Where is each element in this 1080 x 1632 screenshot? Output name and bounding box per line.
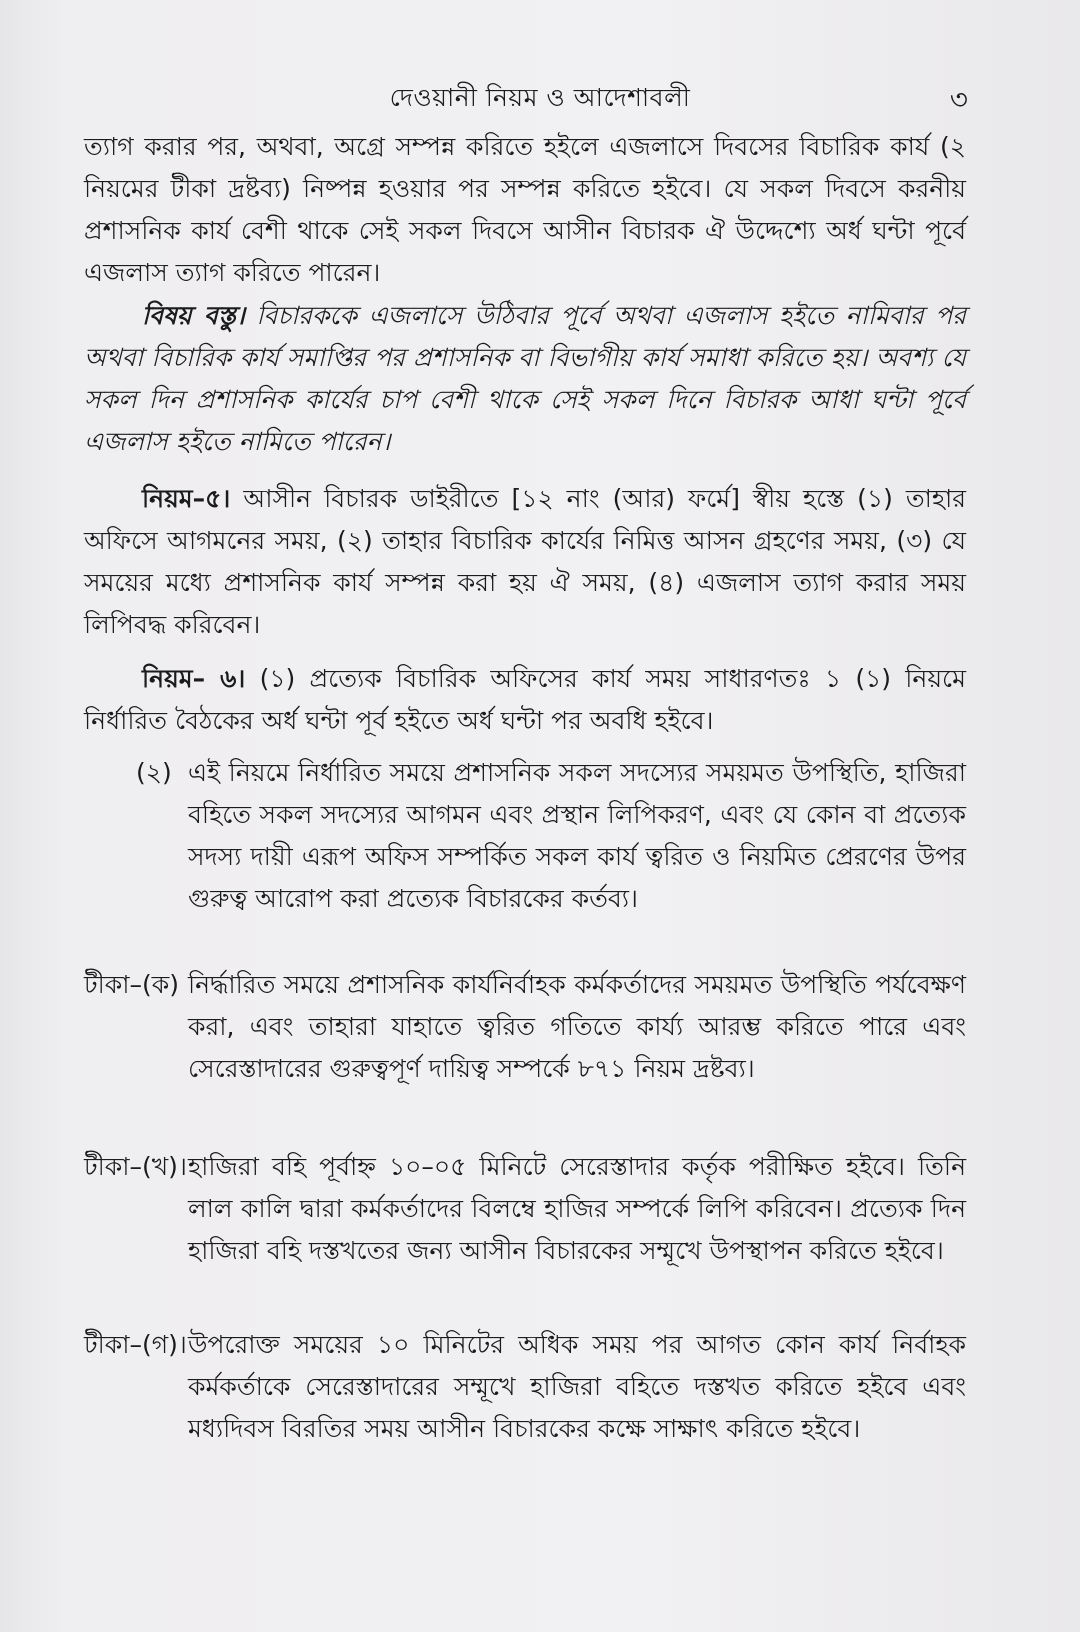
note-kha-block: [84, 1146, 966, 1272]
page-header: [0, 78, 1080, 118]
note-ga-text: উপরোক্ত সময়ের ১০ মিনিটের অধিক সময় পর আগত কোন কার্য নির্বাহক কর্মকর্তাকে সেরেস্তাদারের সম্মূখে হাজিরা বহিতে দস্তখত করিতে হইবে এবং মধ্যদিবস বিরতির সময় আসীন বিচারকের কক্ষে সাক্ষাৎ করিতে হইবে।: [188, 1330, 966, 1443]
rule-6-sub-2-block: [84, 752, 966, 920]
note-ga: [84, 1324, 966, 1450]
intro-paragraph-block: [84, 126, 966, 294]
note-ga-label: টীকা–(গ)।: [84, 1330, 187, 1359]
subject-matter-label: বিষয় বস্তু।: [142, 301, 245, 330]
rule-6-label: নিয়ম– ৬।: [142, 664, 246, 693]
rule-5-text: আসীন বিচারক ডাইরীতে [১২ নাং (আর) ফর্মে] স্বীয় হস্তে (১) তাহার অফিসে আগমনের সময়, (২) তাহার বিচারিক কার্যের নিমিত্ত আসন গ্রহণের সময়, (৩) যে সময়ের মধ্যে প্রশাসনিক কার্য সম্পন্ন করা হয় ঐ সময়, (৪) এজলাস ত্যাগ করার সময় লিপিবদ্ধ করিবেন।: [84, 484, 966, 639]
rule-6-sub-2-text: এই নিয়মে নির্ধারিত সময়ে প্রশাসনিক সকল সদস্যের সময়মত উপস্থিতি, হাজিরা বহিতে সকল সদস্যের আগমন এবং প্রস্থান লিপিকরণ, এবং যে কোন বা প্রত্যেক সদস্য দায়ী এরূপ অফিস সম্পর্কিত সকল কার্য ত্বরিত ও নিয়মিত প্রেরণের উপর গুরুত্ব আরোপ করা প্রত্যেক বিচারকের কর্তব্য।: [188, 758, 966, 913]
note-ka: [84, 964, 966, 1090]
note-ka-text: নির্দ্ধারিত সময়ে প্রশাসনিক কার্যনির্বাহক কর্মকর্তাদের সময়মত উপস্থিতি পর্যবেক্ষণ করা, এবং তাহারা যাহাতে ত্বরিত গতিতে কার্য্য আরম্ভ করিতে পারে এবং সেরেস্তাদারের গুরুত্বপূর্ণ দায়িত্ব সম্পর্কে ৮৭১ নিয়ম দ্রষ্টব্য।: [188, 970, 966, 1083]
note-kha: [84, 1146, 966, 1272]
subject-matter-paragraph: [84, 295, 966, 463]
note-kha-label: টীকা–(খ)।: [84, 1152, 187, 1181]
rule-6-paragraph: [84, 658, 966, 742]
rule-6-text: (১) প্রত্যেক বিচারিক অফিসের কার্য সময় সাধারণতঃ ১ (১) নিয়মে নির্ধারিত বৈঠকের অর্ধ ঘন্টা পূর্ব হইতে অর্ধ ঘন্টা পর অবধি হইবে।: [84, 664, 966, 735]
subject-matter-text: বিচারককে এজলাসে উঠিবার পূর্বে অথবা এজলাস হইতে নামিবার পর অথবা বিচারিক কার্য সমাপ্তির পর প্রশাসনিক বা বিভাগীয় কার্য সমাধা করিতে হয়। অবশ্য যে সকল দিন প্রশাসনিক কার্যের চাপ বেশী থাকে সেই সকল দিনে বিচারক আধা ঘন্টা পূর্বে এজলাস হইতে নামিতে পারেন।: [84, 301, 966, 456]
note-ka-label: টীকা–(ক): [84, 970, 180, 999]
note-ka-block: [84, 964, 966, 1090]
rule-6-sub-2-label: (২): [136, 758, 172, 787]
intro-paragraph: ত্যাগ করার পর, অথবা, অগ্রে সম্পন্ন করিতে হইলে এজলাসে দিবসের বিচারিক কার্য (২ নিয়মের টীকা দ্রষ্টব্য) নিষ্পন্ন হওয়ার পর সম্পন্ন করিতে হইবে। যে সকল দিবসে করনীয় প্রশাসনিক কার্য বেশী থাকে সেই সকল দিবসে আসীন বিচারক ঐ উদ্দেশ্যে অর্ধ ঘন্টা পূর্বে এজলাস ত্যাগ করিতে পারেন।: [84, 132, 966, 287]
rule-6-sub-2: [84, 752, 966, 920]
rule-6-block: [84, 658, 966, 742]
page-number: ৩: [949, 83, 968, 116]
note-kha-text: হাজিরা বহি পূর্বাহ্ন ১০–০৫ মিনিটে সেরেস্তাদার কর্তৃক পরীক্ষিত হইবে। তিনি লাল কালি দ্বারা কর্মকর্তাদের বিলম্বে হাজির সম্পর্কে লিপি করিবেন। প্রত্যেক দিন হাজিরা বহি দস্তখতের জন্য আসীন বিচারকের সম্মূখে উপস্থাপন করিতে হইবে।: [188, 1152, 966, 1265]
rule-5-paragraph: [84, 478, 966, 646]
running-title: দেওয়ানী নিয়ম ও আদেশাবলী: [389, 83, 691, 112]
rule-5-label: নিয়ম–৫।: [142, 484, 231, 513]
rule-5-block: [84, 478, 966, 646]
subject-matter-block: [84, 295, 966, 463]
note-ga-block: [84, 1324, 966, 1450]
